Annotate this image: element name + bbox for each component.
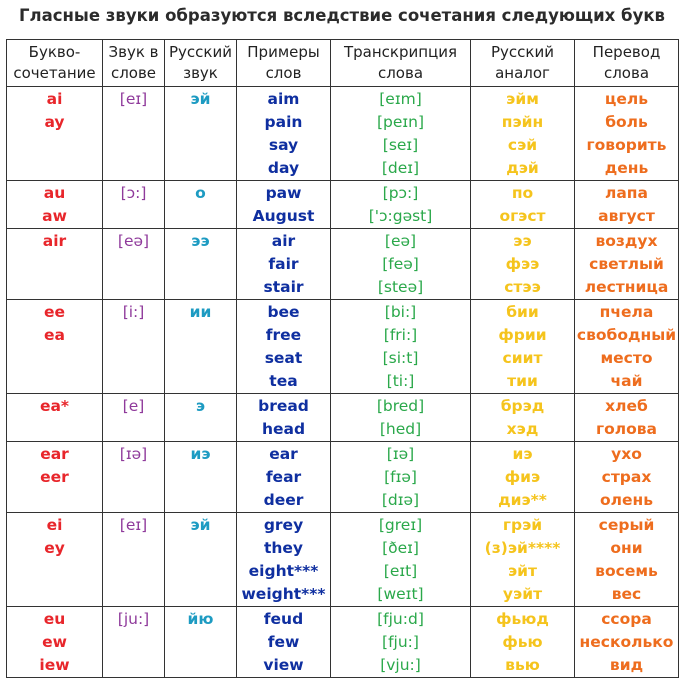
sound-text: [ju:] xyxy=(117,610,150,628)
transcription-text: [deɪ] xyxy=(381,159,420,177)
cell-examples xyxy=(237,394,331,442)
cell-sound xyxy=(103,300,165,394)
translation-text: они xyxy=(610,539,643,557)
combination-text: ear xyxy=(40,445,69,463)
sound-text: [eɪ] xyxy=(119,516,148,534)
russian-analog-text: вью xyxy=(505,656,540,674)
russian-sound-text: ии xyxy=(189,303,212,321)
example-word: stair xyxy=(263,278,304,296)
transcription-text: [eɪt] xyxy=(383,562,418,580)
transcription-text: [peɪn] xyxy=(376,113,425,131)
cell-examples xyxy=(237,607,331,678)
example-word: fair xyxy=(268,255,299,273)
russian-analog-text: тии xyxy=(507,372,538,390)
sound-text: [ɪə] xyxy=(119,445,148,463)
transcription-text: [hed] xyxy=(379,420,422,438)
translation-text: ухо xyxy=(611,445,642,463)
transcription-text: [eə] xyxy=(384,232,417,250)
cell-russian-analog xyxy=(471,87,575,181)
russian-analog-text: огэст xyxy=(499,207,546,225)
header-line: слова xyxy=(377,64,424,82)
example-word: day xyxy=(267,159,300,177)
table-row xyxy=(7,181,679,229)
example-word: deer xyxy=(263,491,304,509)
russian-analog-text: фиэ xyxy=(504,468,541,486)
cell-sound xyxy=(103,607,165,678)
cell-combination xyxy=(7,87,103,181)
example-word: feud xyxy=(263,610,304,628)
cell-translation xyxy=(575,87,679,181)
vowel-combinations-table xyxy=(6,39,679,678)
transcription-text: [ti:] xyxy=(386,372,415,390)
transcription-text: [bi:] xyxy=(384,303,417,321)
russian-analog-text: фьюд xyxy=(496,610,549,628)
example-word: free xyxy=(265,326,302,344)
russian-sound-text: иэ xyxy=(190,445,211,463)
cell-russian-analog xyxy=(471,607,575,678)
russian-analog-text: стээ xyxy=(504,278,541,296)
transcription-text: [si:t] xyxy=(382,349,419,367)
cell-translation xyxy=(575,607,679,678)
combination-text: au xyxy=(43,184,66,202)
cell-examples xyxy=(237,87,331,181)
cell-transcription xyxy=(331,513,471,607)
cell-russian-analog xyxy=(471,513,575,607)
table-row xyxy=(7,513,679,607)
combination-text: ey xyxy=(44,539,65,557)
combination-text: ei xyxy=(46,516,63,534)
header-russian-analog xyxy=(471,40,575,87)
table-body xyxy=(7,87,679,678)
cell-russian-sound xyxy=(165,394,237,442)
translation-text: чай xyxy=(610,372,643,390)
russian-analog-text: хэд xyxy=(506,420,539,438)
cell-russian-sound xyxy=(165,181,237,229)
header-line: Примеры xyxy=(247,43,320,61)
russian-analog-text: по xyxy=(511,184,534,202)
transcription-text: [vju:] xyxy=(380,656,421,674)
sound-text: [ɔ:] xyxy=(120,184,147,202)
cell-examples xyxy=(237,181,331,229)
cell-combination xyxy=(7,229,103,300)
example-word: head xyxy=(261,420,306,438)
russian-analog-text: эйм xyxy=(506,90,539,108)
cell-transcription xyxy=(331,181,471,229)
cell-translation xyxy=(575,442,679,513)
cell-transcription xyxy=(331,394,471,442)
header-line: Перевод xyxy=(592,43,661,61)
transcription-text: [pɔ:] xyxy=(382,184,419,202)
russian-analog-text: уэйт xyxy=(502,585,543,603)
example-word: grey xyxy=(263,516,304,534)
russian-analog-text: бии xyxy=(506,303,539,321)
cell-translation xyxy=(575,394,679,442)
header-line: Звук в xyxy=(108,43,159,61)
example-word: bee xyxy=(267,303,300,321)
cell-russian-sound xyxy=(165,607,237,678)
cell-transcription xyxy=(331,442,471,513)
cell-sound xyxy=(103,181,165,229)
header-line: слов xyxy=(265,64,302,82)
translation-text: место xyxy=(600,349,653,367)
header-line: Транскрипция xyxy=(343,43,458,61)
combination-text: eu xyxy=(43,610,66,628)
transcription-text: [fju:] xyxy=(382,633,419,651)
example-word: say xyxy=(268,136,299,154)
cell-examples xyxy=(237,229,331,300)
translation-text: восемь xyxy=(595,562,658,580)
cell-russian-sound xyxy=(165,87,237,181)
cell-examples xyxy=(237,513,331,607)
translation-text: август xyxy=(598,207,655,225)
table-row xyxy=(7,607,679,678)
transcription-text: [seɪ] xyxy=(382,136,419,154)
example-word: August xyxy=(252,207,315,225)
russian-sound-text: э xyxy=(195,397,206,415)
header-line: Русский xyxy=(491,43,554,61)
combination-text: ai xyxy=(46,90,63,108)
header-line: звук xyxy=(183,64,218,82)
combination-text: ew xyxy=(42,633,67,651)
cell-translation xyxy=(575,300,679,394)
transcription-text: ['ɔ:gəst] xyxy=(368,207,433,225)
transcription-text: [fɪə] xyxy=(384,468,417,486)
cell-sound xyxy=(103,229,165,300)
cell-translation xyxy=(575,229,679,300)
russian-sound-text: йю xyxy=(187,610,214,628)
translation-text: страх xyxy=(601,468,652,486)
cell-sound xyxy=(103,442,165,513)
russian-sound-text: эй xyxy=(190,516,211,534)
cell-combination xyxy=(7,513,103,607)
header-line: сочетание xyxy=(13,64,96,82)
cell-combination xyxy=(7,181,103,229)
cell-sound xyxy=(103,394,165,442)
cell-combination xyxy=(7,607,103,678)
russian-sound-text: эй xyxy=(190,90,211,108)
combination-text: ay xyxy=(44,113,65,131)
header-line: аналог xyxy=(495,64,550,82)
translation-text: светлый xyxy=(589,255,664,273)
cell-examples xyxy=(237,442,331,513)
cell-sound xyxy=(103,87,165,181)
example-word: tea xyxy=(269,372,298,390)
example-word: bread xyxy=(258,397,309,415)
cell-examples xyxy=(237,300,331,394)
cell-russian-sound xyxy=(165,229,237,300)
translation-text: пчела xyxy=(599,303,654,321)
example-word: view xyxy=(263,656,304,674)
russian-analog-text: брэд xyxy=(500,397,545,415)
combination-text: ee xyxy=(43,303,66,321)
cell-russian-analog xyxy=(471,300,575,394)
translation-text: день xyxy=(604,159,649,177)
russian-analog-text: фью xyxy=(502,633,543,651)
cell-russian-analog xyxy=(471,181,575,229)
transcription-text: [feə] xyxy=(382,255,419,273)
cell-transcription xyxy=(331,229,471,300)
cell-combination xyxy=(7,300,103,394)
cell-russian-analog xyxy=(471,442,575,513)
table-row xyxy=(7,229,679,300)
russian-analog-text: сиит xyxy=(502,349,543,367)
translation-text: олень xyxy=(599,491,654,509)
translation-text: хлеб xyxy=(605,397,648,415)
russian-analog-text: сэй xyxy=(507,136,538,154)
example-word: eight*** xyxy=(248,562,319,580)
cell-transcription xyxy=(331,87,471,181)
example-word: weight*** xyxy=(241,585,326,603)
header-line: слове xyxy=(110,64,157,82)
header-translation xyxy=(575,40,679,87)
transcription-text: [bred] xyxy=(376,397,425,415)
combination-text: ea xyxy=(44,326,65,344)
russian-sound-text: о xyxy=(195,184,206,202)
header-russian-sound xyxy=(165,40,237,87)
sound-text: [eɪ] xyxy=(119,90,148,108)
header-sound xyxy=(103,40,165,87)
table-row xyxy=(7,300,679,394)
cell-translation xyxy=(575,181,679,229)
table-row xyxy=(7,442,679,513)
example-word: air xyxy=(271,232,296,250)
translation-text: свободный xyxy=(576,326,677,344)
combination-text: iew xyxy=(39,656,70,674)
header-line: Букво- xyxy=(28,43,81,61)
cell-russian-analog xyxy=(471,394,575,442)
transcription-text: [eɪm] xyxy=(379,90,422,108)
translation-text: голова xyxy=(595,420,658,438)
example-word: paw xyxy=(265,184,302,202)
combination-text: ea* xyxy=(39,397,70,415)
transcription-text: [ðeɪ] xyxy=(382,539,419,557)
cell-combination xyxy=(7,442,103,513)
example-word: they xyxy=(263,539,304,557)
cell-russian-analog xyxy=(471,229,575,300)
russian-analog-text: дэй xyxy=(506,159,539,177)
example-word: aim xyxy=(267,90,300,108)
russian-analog-text: диэ** xyxy=(498,491,547,509)
header-transcription xyxy=(331,40,471,87)
example-word: seat xyxy=(264,349,303,367)
example-word: ear xyxy=(269,445,298,463)
sound-text: [i:] xyxy=(122,303,145,321)
translation-text: вес xyxy=(611,585,642,603)
table-row xyxy=(7,394,679,442)
sound-text: [eə] xyxy=(117,232,150,250)
transcription-text: [fri:] xyxy=(383,326,418,344)
combination-text: aw xyxy=(42,207,67,225)
translation-text: ссора xyxy=(601,610,652,628)
translation-text: говорить xyxy=(586,136,667,154)
translation-text: воздух xyxy=(595,232,658,250)
example-word: fear xyxy=(265,468,302,486)
russian-analog-text: иэ xyxy=(512,445,533,463)
russian-analog-text: пэйн xyxy=(501,113,544,131)
transcription-text: [fju:d] xyxy=(377,610,424,628)
cell-russian-sound xyxy=(165,300,237,394)
translation-text: вид xyxy=(609,656,644,674)
header-line: Русский xyxy=(169,43,232,61)
translation-text: лестница xyxy=(584,278,669,296)
cell-russian-sound xyxy=(165,513,237,607)
header-combination xyxy=(7,40,103,87)
cell-transcription xyxy=(331,300,471,394)
russian-analog-text: грэй xyxy=(502,516,543,534)
cell-transcription xyxy=(331,607,471,678)
transcription-text: [dɪə] xyxy=(381,491,420,509)
transcription-text: [weɪt] xyxy=(377,585,424,603)
cell-combination xyxy=(7,394,103,442)
russian-sound-text: ээ xyxy=(191,232,210,250)
russian-analog-text: фээ xyxy=(505,255,540,273)
sound-text: [e] xyxy=(122,397,145,415)
cell-translation xyxy=(575,513,679,607)
example-word: pain xyxy=(264,113,303,131)
translation-text: лапа xyxy=(605,184,648,202)
header-line: слова xyxy=(603,64,650,82)
combination-text: air xyxy=(42,232,67,250)
translation-text: серый xyxy=(598,516,655,534)
russian-analog-text: эйт xyxy=(507,562,538,580)
example-word: few xyxy=(267,633,300,651)
header-examples xyxy=(237,40,331,87)
table-row xyxy=(7,87,679,181)
transcription-text: [greɪ] xyxy=(378,516,423,534)
page-title: Гласные звуки образуются вследствие сочетания следующих букв xyxy=(19,6,665,25)
cell-russian-sound xyxy=(165,442,237,513)
transcription-text: [ɪə] xyxy=(386,445,415,463)
combination-text: eer xyxy=(40,468,69,486)
russian-analog-text: ээ xyxy=(513,232,532,250)
russian-analog-text: (з)эй**** xyxy=(484,539,561,557)
translation-text: цель xyxy=(604,90,649,108)
table-header-row xyxy=(7,40,679,87)
translation-text: несколько xyxy=(579,633,674,651)
cell-sound xyxy=(103,513,165,607)
transcription-text: [steə] xyxy=(377,278,424,296)
translation-text: боль xyxy=(605,113,648,131)
russian-analog-text: фрии xyxy=(498,326,547,344)
